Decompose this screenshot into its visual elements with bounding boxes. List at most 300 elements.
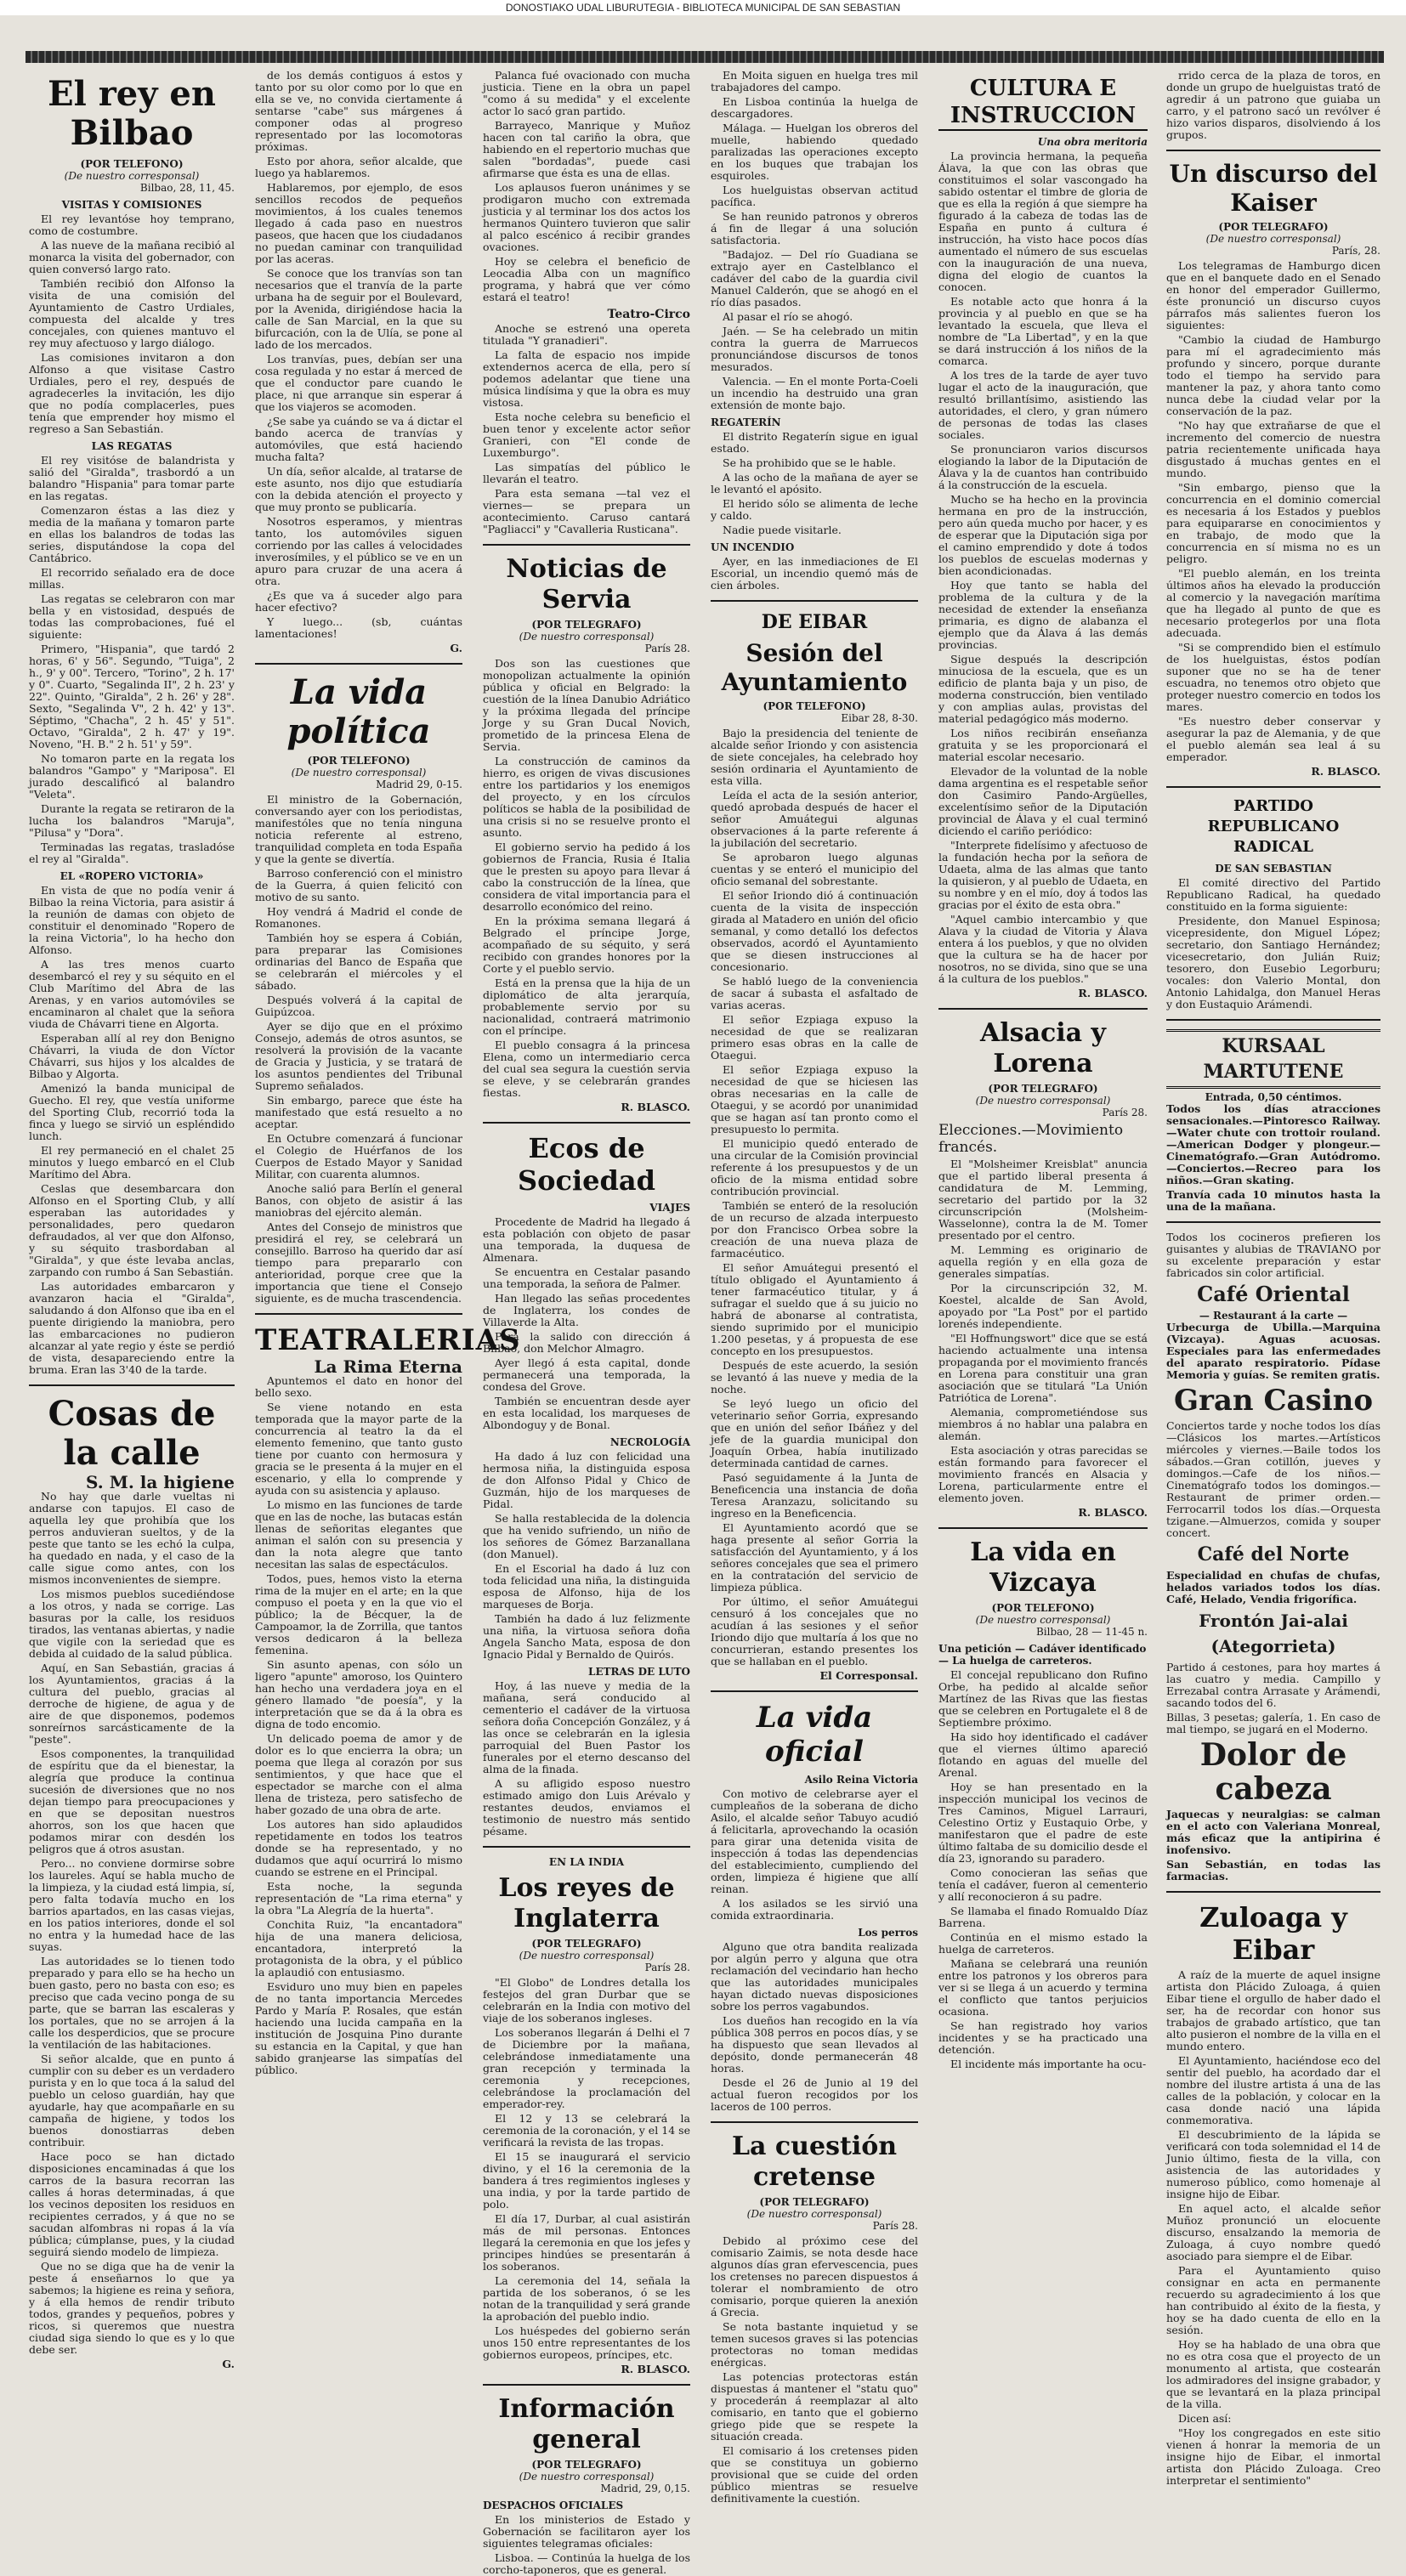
paragraph: Por la circunscripción 32, M. Koestel, alcalde de San Avold, apoyado por "La Post" por el partido lorenés independiente. <box>938 1282 1148 1330</box>
signature: R. BLASCO. <box>1311 765 1380 778</box>
ad-dolor-de-cabeza <box>1166 1738 1380 1882</box>
paragraph: Jaén. — Se ha celebrado un mitin contra la guerra de Marruecos pronunciándose discursos de tonos mesurados. <box>711 325 918 373</box>
paragraph: Alguno que otra bandita realizada por algún perro y alguna que otra reclamación del vecindario han hecho que las autoridades municipales hayan dictado nuevas disposiciones sobre los perros vagabundos. <box>711 1940 918 2013</box>
paragraph: Todos, pues, hemos visto la eterna rima de la mujer en el arte; en la que compuso el poeta y en la que vio el público; la de Bécquer, la de Campoamor, la de Zorrilla, que tantos versos dedicaron á la belleza femenina. <box>255 1572 462 1656</box>
paragraph: Por último, el señor Amuátegui censuró á los concejales que no acudían á las sesiones y el señor Iriondo dijo que multaría á los que no concurrieran, estando presentes los que se hallaban en el pueblo. <box>711 1595 918 1667</box>
paragraph: Los soberanos llegarán á Delhi el 7 de Diciembre por la mañana, celebrándose inmediatamente una gran recepción y terminada la ceremonia y recepciones, celebrándose la proclamación del emperador-rey. <box>483 2026 690 2110</box>
correspondent-line: (De nuestro corresponsal) <box>291 767 427 778</box>
source-line: (POR TELEFONO) <box>80 158 184 170</box>
correspondent-line: (De nuestro corresponsal) <box>975 1614 1111 1626</box>
subheading: LAS REGATAS <box>91 440 173 452</box>
section-divider <box>938 1527 1148 1529</box>
dateline: París 28. <box>872 2220 918 2232</box>
paragraph: Aquí, en San Sebastián, gracias á los Ayuntamientos, gracias á la cultura del pueblo, gracias al derroche de higiene, de agua y de aire de que disponemos, podemos sonreírnos sarcásticamente de la "peste". <box>29 1662 235 1746</box>
correspondent-line: (De nuestro corresponsal) <box>746 2208 882 2220</box>
column-3 <box>483 69 690 2576</box>
paragraph: Continúa en el mismo estado la huelga de carreteros. <box>938 1931 1148 1956</box>
signature: R. BLASCO. <box>1078 1506 1148 1519</box>
paragraph: El señor Amuátegui presentó el título obligado el Ayuntamiento á tener farmacéutico titular, y á sufragar el sueldo que á su juicio no habrá de abonarse al contratista, siendo suprimido por el municipio 1.200 pesetas, y á propuesta de ese concepto en los presupuestos. <box>711 1261 918 1357</box>
paragraph: M. Lemming es originario de aquella región y en ella goza de generales simpatías. <box>938 1243 1148 1280</box>
paragraph: "Aquel cambio intercambio y que Alava y la ciudad de Vitoria y Álava entera á los pueblos, y que no olviden que la cultura se ha de hacer por nosotros, no se divida, sino que se una á la cultura de los pueblos." <box>938 913 1148 985</box>
signature: El Corresponsal. <box>819 1669 918 1682</box>
paragraph: Las simpatías del público le llevarán el teatro. <box>483 461 690 485</box>
section-divider <box>29 1384 235 1386</box>
ad-body: Todos los cocineros prefieren los guisantes y alubias de TRAVIANO por su excelente preparación y estar fabricados sin color artificial. <box>1166 1231 1380 1279</box>
paragraph: Hoy que tanto se habla del problema de la cultura y de la necesidad de extender la enseñanza primaria, es digno de alabanza el ejemplo que da Álava á las demás provincias. <box>938 579 1148 651</box>
section-divider <box>483 2384 690 2386</box>
paragraph: El rey permaneció en el chalet 25 minutos y luego embarcó en el Club Marítimo del Abra. <box>29 1144 235 1180</box>
paragraph: El "Molsheimer Kreisblat" anuncia que el partido liberal presenta á candidatura de M. Lemming, secretario del partido por la 32 circunscripción (Molsheim-Wasselonne), contra la de M. Tomer presentado por el centro. <box>938 1158 1148 1242</box>
paragraph: Mucho se ha hecho en la provincia hermana en pro de la instrucción, pero aún queda mucho por hacer, y es de esperar que la Diputación siga por el camino emprendido y dote á todos los pueblos de escuelas modernas y bien acondicionadas. <box>938 493 1148 577</box>
paragraph: El Ayuntamiento, haciéndose eco del sentir del pueblo, ha acordado dar el nombre del ilustre artista á una de las calles de la población, y colocar en la casa donde nació una lápida conmemorativa. <box>1166 2054 1380 2126</box>
paragraph: Esviduro uno muy bien en papeles de no tanta importancia Mercedes Pardo y María P. Rosales, que están haciendo una lucida campaña en la institución de Josquina Pino durante su estancia en la Capital, y que han sabido granjearse las simpatías del público. <box>255 1980 462 2076</box>
paragraph: Palanca fué ovacionado con mucha justicia. Tiene en la obra un papel "como á su medida" y el excelente actor lo sacó gran partido. <box>483 69 690 117</box>
paragraph: Hoy se celebra el beneficio de Leocadia Alba con un magnífico programa, y habrá que ver cómo estará el teatro! <box>483 255 690 303</box>
paragraph: Hoy se han presentado en la inspección municipal los vecinos de Tres Caminos, Miguel Larrauri, Celestino Ortiz y Eustaquio Orbe, y manifestaron que el padre de este último faltaba de su domicilio desde el día 23, ignorando su paradero. <box>938 1781 1148 1865</box>
paragraph: La falta de espacio nos impide extendernos acerca de ella, pero sí podemos adelantar que tiene una música lindísima y que la obra es muy vistosa. <box>483 348 690 409</box>
source-line: (POR TELEFONO) <box>763 700 866 712</box>
paragraph: También se encuentran desde ayer en esta localidad, los marqueses de Albondoguy y de Bonal. <box>483 1395 690 1431</box>
paragraph: Elevador de la voluntad de la noble dama argentina es el respetable señor don Casimiro Pando-Argüelles, excelentísimo señor de la Diputación provincial de Álava y el cual terminó diciendo el cariño periódico: <box>938 765 1148 837</box>
ad-body: San Sebastián, en todas las farmacias. <box>1166 1858 1380 1882</box>
section-divider <box>711 2121 918 2123</box>
paragraph: Han llegado las señas procedentes de Inglaterra, los condes de Villaverde la Alta. <box>483 1292 690 1328</box>
paragraph: El ministro de la Gobernación, conversando ayer con los periodistas, manifestóles que no tenía ninguna noticia referente al estreno, tranquilidad completa en toda España y que la gente se divertía. <box>255 793 462 865</box>
paragraph: Se encuentra en Cestalar pasando una temporada, la señora de Palmer. <box>483 1265 690 1290</box>
subheading: DESPACHOS OFICIALES <box>483 2500 624 2511</box>
paragraph: ¿Se sabe ya cuándo se va á dictar el bando acerca de tranvías y automóviles, que está haciendo mucha falta? <box>255 415 462 463</box>
column-6 <box>1166 69 1380 2487</box>
ad-fronton-jai-alai <box>1166 1608 1380 1735</box>
paragraph: Pasó seguidamente á la Junta de Beneficencia una instancia de doña Teresa Aranzazu, solicitando su ingreso en la Beneficencia. <box>711 1471 918 1520</box>
headline-los-reyes-de-inglaterra: Los reyes de Inglaterra <box>498 1873 675 1933</box>
column-2 <box>255 69 521 2076</box>
paragraph: Con motivo de celebrarse ayer el cumpleaños de la soberana de dicho Asilo, el alcalde señor Tabuyo acudió á felicitarla, aprovechando la ocasión para girar una detenida visita de inspección á todas las dependencias del establecimiento, cumpliendo del orden, limpieza é higiene que allí reinan. <box>711 1787 918 1895</box>
paragraph: Se conoce que los tranvías son tan necesarios que el tranvía de la parte urbana ha de seguir por el Boulevard, por la Avenida, dirigiéndose hacia la calle de San Marcial, en la que su bifurcación, con la de Ulía, se pone al lado de los mercados. <box>255 267 462 351</box>
section-divider <box>255 1313 462 1315</box>
paragraph: rrido cerca de la plaza de toros, en donde un grupo de huelguistas trató de agredir á un patrono que guiaba un carro, y el patrono sacó un revólver é hizo varios disparos, disolviendo á los grupos. <box>1166 69 1380 141</box>
paragraph: Pero... no conviene dormirse sobre los laureles. Aquí se habla mucho de la limpieza, y la ciudad está limpia, sí, pero falta todavía mucho en los barrios apartados, en las casas viejas, en los patios interiores, donde el sol no entra y la humedad hace de las suyas. <box>29 1857 235 1953</box>
section-divider <box>483 1122 690 1124</box>
masthead-rule <box>26 51 1384 63</box>
paragraph: Si señor alcalde, que en punto á cumplir con su deber es un verdadero purista y en lo que toca á la salud del pueblo un celoso guardián, hay que ayudarle, hay que acompañarle en su campaña de higiene, y todos los buenos donostiarras deben contribuir. <box>29 2052 235 2149</box>
dateline: Bilbao, 28 — 11-45 n. <box>1035 1626 1148 1638</box>
dateline: Madrid, 29, 0,15. <box>600 2483 690 2494</box>
ad-gran-casino <box>1166 1384 1380 1539</box>
paragraph: Bajo la presidencia del teniente de alcalde señor Iriondo y con asistencia de siete concejales, ha celebrado hoy sesión ordinaria el Ayuntamiento de esta villa. <box>711 727 918 787</box>
paragraph: Después volverá á la capital de Guipúzcoa. <box>255 994 462 1018</box>
paragraph: El recorrido señalado era de doce millas. <box>29 566 235 591</box>
paragraph: Se han registrado hoy varios incidentes y se ha practicado una detención. <box>938 2019 1148 2056</box>
dateline: París 28. <box>644 1962 690 1973</box>
source-line: (POR TELEGRAFO) <box>759 2196 870 2208</box>
byline: La Rima Eterna <box>314 1356 462 1377</box>
paragraph: Las regatas se celebraron con mar bella y en vistosidad, después de todas las comprobaciones, fué el siguiente: <box>29 592 235 641</box>
paragraph: Se leyó luego un oficio del veterinario señor Gorria, expresando que en unión del señor Ibáñez y del jefe de la guardia municipal don Joaquín Orbea, había inutilizado determinada cantidad de carnes. <box>711 1397 918 1469</box>
paragraph: En la próxima semana llegará á Belgrado el príncipe Jorge, acompañado de su séquito, y será recibido con grandes honores por la Corte y el pueblo servio. <box>483 914 690 975</box>
signature: G. <box>450 642 462 654</box>
source-line: (POR TELEGRAFO) <box>1218 221 1329 233</box>
paragraph: Ayer, en las inmediaciones de El Escorial, un incendio quemó más de cien árboles. <box>711 555 918 592</box>
paragraph: Amenizó la banda municipal de Guecho. El rey, que vestía uniforme del Sporting Club, recorrió toda la finca y luego se sirvió un espléndido lunch. <box>29 1082 235 1142</box>
paragraph: "El pueblo alemán, en los treinta últimos años ha elevado la producción al comercio y la navegación marítima que ha llegado al punto de que es necesario protegerlos por una flota adecuada. <box>1166 567 1380 639</box>
paragraph: Al pasar el río se ahogó. <box>723 310 853 323</box>
source-line: (POR TELEFONO) <box>991 1602 1095 1614</box>
paragraph: El concejal republicano don Rufino Orbe, ha pedido al alcalde señor Martínez de las Rivas que las fiestas que se celebren en Portugalete el 8 de Septiembre próximo. <box>938 1668 1148 1729</box>
ad-cafe-oriental <box>1166 1282 1380 1381</box>
headline-zuloaga-y-eibar: Zuloaga y Eibar <box>1199 1901 1347 1966</box>
paragraph: En Octubre comenzará á funcionar el Colegio de Huérfanos de los Cuerpos de Estado Mayor y Sanidad Militar, con cuarenta alumnos. <box>255 1132 462 1180</box>
paragraph: "El Globo" de Londres detalla los festejos del gran Durbar que se celebrarán en la India con motivo del viaje de los soberanos ingleses. <box>483 1976 690 2024</box>
paragraph: Y luego... (sb, cuántas lamentaciones! <box>255 615 462 640</box>
paragraph: Presidente, don Manuel Espinosa; vicepresidente, don Miguel López; secretario, don Santiago Hernández; vicesecretario, don Julián Ruiz; tesorero, don Eusebio Legorburu; vocales: don Valerio Montal, don Antonio Lahidalga, don Manuel Heras y don Eustaquio Arámendi. <box>1166 914 1380 1011</box>
dateline: Eibar 28, 8-30. <box>841 712 918 724</box>
section-tag: NECROLOGÍA <box>609 1436 690 1448</box>
byline: S. M. la higiene <box>86 1472 235 1492</box>
paragraph: El descubrimiento de la lápida se verificará con toda solemnidad el 14 de Junio último, fiesta de la villa, con asistencia de las autoridades y numeroso público, como homenaje al insigne hijo de Eibar. <box>1166 2128 1380 2200</box>
paragraph: Conchita Ruiz, "la encantadora" hija de una manera deliciosa, encantadora, interpretó la protagonista de la obra, y el público la aplaudió con entusiasmo. <box>255 1918 462 1979</box>
paragraph: Los niños recibirán enseñanza gratuita y se les proporcionará el material escolar necesario. <box>938 727 1148 763</box>
paragraph: En los ministerios de Estado y Gobernación se facilitaron ayer los siguientes telegramas oficiales: <box>483 2513 690 2550</box>
section-divider <box>711 1690 918 1692</box>
paragraph: Las potencias protectoras están dispuestas á mantener el "statu quo" y procederán á reemplazar al alto comisario, en tanto que el gobierno griego pide que se respete la situación creada. <box>711 2370 918 2443</box>
ad-title: Gran Casino <box>1173 1384 1374 1418</box>
paragraph: A las tres menos cuarto desembarcó el rey y su séquito en el Club Marítimo del Abra de las Arenas, y en varios automóviles se encaminaron al chalet que la señora viuda de Chávarri tiene en Algorta. <box>29 958 235 1030</box>
paragraph: Nosotros esperamos, y mientras tanto, los automóviles siguen corriendo por las calles á velocidades inverosímiles, y el público se ve en un apuro para cruzar de una acera á otra. <box>255 515 462 587</box>
paragraph: Málaga. — Huelgan los obreros del muelle, habiendo quedado paralizadas las operaciones excepto en los buques que trabajan los esquiroles. <box>711 122 918 182</box>
headline-de-eibar: DE EIBAR <box>761 611 868 633</box>
section-divider <box>1166 1891 1380 1893</box>
section-divider <box>1166 1019 1380 1021</box>
paragraph: En vista de que no podía venir á Bilbao la reina Victoria, para asistir á la reunión de damas con objeto de constituir el denominado "Ropero de la reina Victoria", lo ha hecho don Alfonso. <box>29 884 235 956</box>
ad-body: Especialidad en chufas de chufas, helados variados todos los días. Café, Helado, Vendia frigorífica. <box>1166 1569 1380 1605</box>
paragraph: El Ayuntamiento acordó que se haga presente al señor Gorria la satisfacción del Ayuntamiento, y á los señores concejales que sea el primero en la contratación del servicio de limpieza pública. <box>711 1521 918 1594</box>
paragraph: Barroso conferenció con el ministro de la Guerra, á quien felicitó con motivo de su santo. <box>255 867 462 903</box>
paragraph: Lisboa. — Continúa la huelga de los corcho-taponeros, que es general. <box>483 2551 690 2576</box>
ad-body: Conciertos tarde y noche todos los días —Clásicos los martes.—Artísticos miércoles y viernes.—Baile todos los sábados.—Gran cotillón, jueves y domingos.—Cafe de los niños.—Cinematógrafo todos los domingos.—Restaurant de primer orden.—Ferrocarril todos los días.—Orquesta tzigane.—Almuerzos, comida y souper concert. <box>1166 1419 1380 1539</box>
section-divider <box>1166 786 1380 788</box>
library-watermark-banner: DONOSTIAKO UDAL LIBURUTEGIA - BIBLIOTECA MUNICIPAL DE SAN SEBASTIAN <box>0 0 1406 15</box>
paragraph: "Cambio la ciudad de Hamburgo para mí el agradecimiento más profundo y sincero, porque durante todo el tiempo ha servido para mantener la paz, y ahora tanto como nunca debe la ciudad velar por la conservación de la paz. <box>1166 333 1380 417</box>
subheading: DE SAN SEBASTIAN <box>1215 863 1332 875</box>
paragraph: El señor Iriondo dió á continuación cuenta de la visita de inspección girada al Matadero en unión del oficio semanal, y como detalló los defectos observados, acordó el Ayuntamiento que se diesen instrucciones al concesionario. <box>711 889 918 973</box>
paragraph: Las comisiones invitaron a don Alfonso a que visitase Castro Urdiales, pero el rey, después de agradecerles la invitación, les dijo que no podía complacerles, pues tenía que emprender hoy mismo el regreso a San Sebastián. <box>29 351 235 435</box>
paragraph: Durante la regata se retiraron de la lucha los balandros "Maruja", "Pilusa" y "Dora". <box>29 802 235 839</box>
ad-body: Urbecurga de Ubilla.—Marquina (Vizcaya). Aguas acuosas. Especiales para las enfermedades del aparato respiratorio. Pídase Memoria y guías. Se remiten gratis. <box>1166 1321 1380 1381</box>
headline-teatralerias: TEATRALERIAS <box>255 1323 521 1357</box>
paragraph: Las autoridades se lo tienen todo preparado y para ello se ha hecho un buen gasto, pero no basta con eso; es preciso que cada vecino ponga de su parte, que se barran las escaleras y los portales, que no se arrojen á la calle los desperdicios, que se procure la ventilación de las habitaciones. <box>29 1955 235 2051</box>
paragraph: A las ocho de la mañana de ayer se le levantó el apósito. <box>711 471 918 495</box>
paragraph: Hace poco se han dictado disposiciones encaminadas á que los carros de la basura recorran las calles á horas determinadas, á que los vecinos depositen los residuos en recipientes cerrados, y á que no se sacudan alfombras ni ropas á la vía pública; cúmplanse, pues, y la ciudad seguirá siendo modelo de limpieza. <box>29 2150 235 2258</box>
paragraph: Se llamaba el finado Romualdo Díaz Barrena. <box>938 1905 1148 1929</box>
dateline: París 28. <box>1102 1107 1148 1118</box>
paragraph: También ha dado á luz felizmente una niña, la virtuosa señora doña Angela Sancho Mata, esposa de don Ignacio Pidal y Bernaldo de Quirós. <box>483 1612 690 1661</box>
paragraph: Se aprobaron luego algunas cuentas y se enteró el municipio del oficio semanal del sobrestante. <box>711 851 918 887</box>
signature: R. BLASCO. <box>621 2363 690 2375</box>
source-line: (POR TELEGRAFO) <box>988 1083 1098 1095</box>
paragraph: Ayer se dijo que en el próximo Consejo, además de otros asuntos, se resolverá la provisión de la vacante de Gracia y Justicia, y se tratará de los asuntos pendientes del Tribunal Supremo señalados. <box>255 1020 462 1092</box>
section-divider <box>938 1008 1148 1010</box>
paragraph: Los autores han sido aplaudidos repetidamente en todos los teatros donde se ha representado, y no dudamos que aquí ocurrirá lo mismo cuando se estrene en el Principal. <box>255 1818 462 1878</box>
paragraph: Leída el acta de la sesión anterior, quedó aprobada después de hacer el señor Amuátegui algunas observaciones á la parte referente á la jubilación del secretario. <box>711 789 918 849</box>
paragraph: Se han reunido patronos y obreros á fin de llegar á una solución satisfactoria. <box>711 210 918 246</box>
paragraph: El gobierno servio ha pedido á los gobiernos de Francia, Rusia é Italia que le presten su apoyo para llevar á cabo la construcción de la línea, que considera de vital importancia para el desarrollo económico del reino. <box>483 841 690 913</box>
paragraph: En Lisboa continúa la huelga de descargadores. <box>711 95 918 120</box>
correspondent-line: (De nuestro corresponsal) <box>1205 233 1341 245</box>
ad-title: Frontón Jai-alai (Ategorrieta) <box>1199 1611 1348 1656</box>
paragraph: Se halla restablecida de la dolencia que ha venido sufriendo, un niño de los señores de Gómez Barzanallana (don Manuel). <box>483 1512 690 1560</box>
paragraph: El comité directivo del Partido Republicano Radical, ha quedado constituido en la forma siguiente: <box>1166 876 1380 913</box>
ad-title: Dolor de cabeza <box>1199 1737 1347 1807</box>
correspondent-line: (De nuestro corresponsal) <box>519 2471 655 2483</box>
paragraph: Los tranvías, pues, debían ser una cosa regulada y no estar á merced de que el conductor pare cuando le place, ni que arranque sin esperar á que los viajeros se acomoden. <box>255 353 462 413</box>
paragraph: Ceslas que desembarcara don Alfonso en el Sporting Club, y allí esperaban las autoridades y personalidades, pero quedaron defraudados, al ver que don Alfonso, y su séquito trasbordaban al "Giralda", y que éste levaba anclas, zarpando con rumbo á San Sebastián. <box>29 1182 235 1278</box>
source-line: (POR TELEGRAFO) <box>531 1938 642 1950</box>
paragraph: El herido sólo se alimenta de leche y caldo. <box>711 497 918 522</box>
paragraph: "Badajoz. — Del río Guadiana se extrajo ayer en Castelblanco el cadáver del cabo de la guardia civil Manuel Calderón, que se ahogó en el río días pasados. <box>711 248 918 309</box>
paragraph: Está en la prensa que la hija de un diplomático de alta jerarquía, probablemente servio por su nacionalidad, contraerá matrimonio con el príncipe. <box>483 977 690 1037</box>
paragraph: El pueblo consagra á la princesa Elena, como un intermediario cerca del cual sea segura la cuestión servia se eleve, y se celebrarán grandes fiestas. <box>483 1039 690 1099</box>
headline-el-rey-en-bilbao: El rey en Bilbao <box>48 74 216 153</box>
paragraph: Anoche salió para Berlín el general Banos, con objeto de asistir á las maniobras del ejército alemán. <box>255 1182 462 1219</box>
ad-body: Billas, 3 pesetas; galería, 1. En caso de mal tiempo, se jugará en el Moderno. <box>1166 1711 1380 1735</box>
ad-body: Partido á cestones, para hoy martes á las cuatro y media. Campillo y Errezabal contra Arrasate y Arámendi, sacando todos del 6. <box>1166 1661 1380 1709</box>
paragraph: A raíz de la muerte de aquel insigne artista don Plácido Zuloaga, á quien Eibar tiene el orgullo de haber dado el ser, ha de recordar con honor sus trabajos de grabado artístico, que tan alto pusieron el nombre de la villa en el mundo entero. <box>1166 1968 1380 2052</box>
section-tag: LETRAS DE LUTO <box>588 1666 690 1678</box>
ad-body: Jaquecas y neuralgias: se calman en el acto con Valeriana Monreal, más eficaz que la antipirina é inofensivo. <box>1166 1808 1380 1856</box>
paragraph: El rey visitóse de balandrista y salió del "Giralda", trasbordó a un balandro "Hispania" para tomar parte en las regatas. <box>29 454 235 502</box>
signature: G. <box>222 2358 235 2370</box>
paragraph: Los aplausos fueron unánimes y se prodigaron mucho con extremada justicia y al terminar los dos actos los hermanos Quintero tuvieron que salir al palco escénico á recibir grandes ovaciones. <box>483 181 690 253</box>
paragraph: Dicen así: <box>1178 2412 1232 2425</box>
paragraph: Esos componentes, la tranquilidad de espíritu que da el bienestar, la alegría que produce la continua sucesión de diversiones que no nos dejan tiempo para preocupaciones y en que se depositan nuestros ahorros, son los que hacen que podamos mirar con desdén los peligros que á otros asustan. <box>29 1747 235 1855</box>
paragraph: Lo mismo en las funciones de tarde que en las de noche, las butacas están llenas de señoritas elegantes que animan el salón con su presencia y dan la nota alegre que tanto necesitan las salas de espectáculos. <box>255 1498 462 1571</box>
headline-cultura-e-instruccion: CULTURA E INSTRUCCION <box>938 75 1148 131</box>
paragraph: Esto por ahora, señor alcalde, que luego ya hablaremos. <box>255 155 462 179</box>
paragraph: El señor Ezpiaga expuso la necesidad de que se realizaran primero esas obras en la calle de Otaegui. <box>711 1013 918 1062</box>
subheading: Asilo Reina Victoria <box>804 1774 918 1786</box>
paragraph: El municipio quedó enterado de una circular de la Comisión provincial referente á los presupuestos y de un oficio de la misma entidad sobre contribución provincial. <box>711 1137 918 1197</box>
section-divider <box>1166 150 1380 151</box>
paragraph: También recibió don Alfonso la visita de una comisión del Ayuntamiento de Castro Urdiales, compuesta del alcalde y tres concejales, con quienes mantuvo el rey muy afectuoso y largo diálogo. <box>29 277 235 349</box>
paragraph: A su afligido esposo nuestro estimado amigo don Luis Arévalo y restantes deudos, enviamos el testimonio de nuestro más sentido pésame. <box>483 1777 690 1837</box>
ad-subtitle: — Restaurant á la carte — <box>1199 1310 1348 1322</box>
correspondent-line: (De nuestro corresponsal) <box>519 1950 655 1962</box>
section-tag: VIAJES <box>649 1202 690 1214</box>
paragraph: "No hay que extrañarse de que el incremento del comercio de nuestra patria recientemente unificada haya disgustado á muchas gentes en el mundo. <box>1166 419 1380 479</box>
paragraph: Sigue después la descripción minuciosa de la escuela, que es un edificio de planta baja y un piso, de moderna construcción, bien ventilado y con amplias aulas, provistas del material pedagógico más moderno. <box>938 653 1148 725</box>
headline-la-vida-en-vizcaya: La vida en Vizcaya <box>970 1537 1116 1598</box>
paragraph: Se ha prohibido que se le hable. <box>723 456 896 469</box>
column-5 <box>938 70 1148 2070</box>
paragraph: El 12 y 13 se celebrará la ceremonia de la coronación, y el 14 se verificará la revista de las tropas. <box>483 2112 690 2149</box>
regatta-results: Primero, "Hispania", que tardó 2 horas, 6' y 56". Segundo, "Tuiga", 2 h., 9' y 00". Tercero, "Torino", 2 h. 17' y 0". Cuarto, "Segalinda II", 2 h. 23' y 22". Quinto, "Giralda", 2 h. 26' y 28". Sexto, "Segalinda V", 2 h. 42' y 13". Séptimo, "Chacha", 2 h. 45' y 51". Octavo, "Giralda", 2 h. 47' y 19". Noveno, "H. B." 2 h. 51' y 59". <box>29 643 235 750</box>
paragraph: Barrayeco, Manrique y Muñoz hacen con tal cariño la obra, que habiendo en el repertorio muchas que salen "bordadas", puede casi afirmarse que ésta es una de ellas. <box>483 119 690 179</box>
subheading: VISITAS Y COMISIONES <box>61 199 202 211</box>
correspondent-line: (De nuestro corresponsal) <box>519 631 655 643</box>
paragraph: Para el Ayuntamiento quiso consignar en acta en permanente recuerdo su agradecimiento á los que han contribuido al éxito de la fiesta, y hoy se ha dado cuenta de ello en la sesión. <box>1166 2264 1380 2336</box>
dateline: París, 28. <box>1331 245 1380 257</box>
paragraph: Terminadas las regatas, trasladóse el rey al "Giralda". <box>29 841 235 865</box>
paragraph: Procedente de Madrid ha llegado á esta población con objeto de pasar una temporada, la duquesa de Almenara. <box>483 1215 690 1264</box>
headline-ecos-de-sociedad: Ecos de Sociedad <box>518 1132 655 1197</box>
paragraph: Apuntemos el dato en honor del bello sexo. <box>255 1374 462 1399</box>
paragraph: El rey levantóse hoy temprano, como de costumbre. <box>29 212 235 237</box>
section-divider <box>711 600 918 602</box>
paragraph: No tomaron parte en la regata los balandros "Gampo" y "Mariposa". El jurado descalificó al balandro "Veleta". <box>29 752 235 801</box>
subheading: EL «ROPERO VICTORIA» <box>60 870 204 882</box>
paragraph: Para esta semana —tal vez el viernes— se prepara un acontecimiento. Caruso cantará "Pagliacci" y "Cavalleria Rusticana". <box>483 487 690 535</box>
correspondent-line: (De nuestro corresponsal) <box>975 1095 1111 1107</box>
paragraph: "El Hoffnungswort" dice que se está haciendo actualmente una intensa propaganda por el movimiento francés en Lorena para constituir una gran asociación que se titulará "La Unión Patriótica de Lorena". <box>938 1332 1148 1404</box>
headline-alsacia-y-lorena: Alsacia y Lorena <box>980 1018 1106 1079</box>
source-line: (POR TELEGRAFO) <box>531 619 642 631</box>
paragraph: Se pronunciaron varios discursos elogiando la labor de la Diputación de Álava y la de cuantos han contribuido á la construcción de la escuela. <box>938 443 1148 491</box>
paragraph: Nadie puede visitarle. <box>723 524 842 536</box>
paragraph: Un delicado poema de amor y de dolor es lo que encierra la obra; un poema que llega al corazón por sus sentimientos, y que hace que el espectador se marche con el alma llena de tristeza, pero satisfecho de haber gozado de una obra de arte. <box>255 1732 462 1816</box>
ad-subtitle: Entrada, 0,50 céntimos. <box>1205 1091 1342 1103</box>
paragraph: El distrito Regaterín sigue en igual estado. <box>711 430 918 455</box>
paragraph: Sin asunto apenas, con sólo un ligero "apunte" amoroso, los Quintero han hecho una verdadera joya en el género llamado "de poesía", y la interpretación que se da á la obra es digna de todo encomio. <box>255 1658 462 1730</box>
lead-line: Elecciones.—Movimiento francés. <box>938 1122 1124 1156</box>
paragraph: Anoche se estrenó una opereta titulada "Y granadieri". <box>483 322 690 347</box>
paragraph: "Sin embargo, pienso que la concurrencia en el dominio comercial es necesaria á los Estados y pueblos para equipararse en conocimientos y en trabajo, de modo que la concurrencia en sí misma no es un peligro. <box>1166 481 1380 565</box>
paragraph: En Moita siguen en huelga tres mil trabajadores del campo. <box>711 69 918 93</box>
paragraph: Es notable acto que honra á la provincia y al pueblo en que se ha levantado la escuela, que lleva el nombre de "La Libertad", y en la que se dará instrucción á los niños de la comarca. <box>938 295 1148 367</box>
signature: R. BLASCO. <box>621 1101 690 1113</box>
paragraph: En aquel acto, el alcalde señor Muñoz pronunció un elocuente discurso, ensalzando la memoria de Zuloaga, á cuyo nombre quedó asociado para siempre el de Eibar. <box>1166 2202 1380 2262</box>
paragraph: Ayer llegó á esta capital, donde permanecerá una temporada, la condesa del Grove. <box>483 1356 690 1393</box>
ad-traviano <box>1166 1231 1380 1279</box>
paragraph: A los asilados se les sirvió una comida extraordinaria. <box>711 1897 918 1922</box>
paragraph: Los telegramas de Hamburgo dicen que en el banquete dado en el Senado en honor del emperador Guillermo, éste pronunció un discurso cuyos párrafos más salientes fueron los siguientes: <box>1166 259 1380 331</box>
paragraph: Después de este acuerdo, la sesión se levantó á las nueve y media de la noche. <box>711 1359 918 1396</box>
paragraph: Ha dado á luz con felicidad una hermosa niña, la distinguida esposa de don Alfonso Pidal y Chico de Guzmán, hijo de los marqueses de Pidal. <box>483 1450 690 1510</box>
paragraph: "Hoy los congregados en este sitio vienen á honrar la memoria de un insigne hijo de Eibar, el inmortal artista don Plácido Zuloaga. Creo interpretar el sentimiento" <box>1166 2426 1380 2487</box>
paragraph: También hoy se espera á Cobián, para preparar las Comisiones ordinarias del Banco de España que se celebrarán el miércoles y el sábado. <box>255 931 462 992</box>
headline-un-discurso-del-kaiser: Un discurso del Kaiser <box>1169 160 1378 217</box>
subheading: Una obra meritoria <box>1037 136 1148 148</box>
section-divider <box>483 544 690 546</box>
paragraph: Los huéspedes del gobierno serán unos 150 entre representantes de los gobiernos europeos, príncipes, etc. <box>483 2324 690 2361</box>
paragraph: En el Escorial ha dado á luz con toda felicidad una niña, la distinguida esposa de Alfonso, hija de los marqueses de Borja. <box>483 1562 690 1611</box>
subheading: Una petición — Cadáver identificado — La huelga de carreteros. <box>938 1643 1147 1667</box>
paragraph: Hoy vendrá á Madrid el conde de Romanones. <box>255 905 462 930</box>
paragraph: Los mismos pueblos sucediéndose a los otros, y nada se corrige. Las basuras por la calle, los residuos tirados, las ventanas abiertas, y nadie que vigile con la seriedad que es debida al cuidado de la salud pública. <box>29 1588 235 1660</box>
paragraph: Sin embargo, parece que éste ha manifestado que está resuelto a no aceptar. <box>255 1094 462 1130</box>
section-divider <box>1166 1221 1380 1223</box>
paragraph: de los demás contiguos á estos y tanto por su olor como por lo que en ella se ve, no convida ciertamente á sentarse "cabe" sus márgenes á componer odas al progreso representado por las locomotoras próximas. <box>255 69 462 153</box>
paragraph: Ha sido hoy identificado el cadáver que el viernes último apareció flotando en aguas del muelle del Arenal. <box>938 1730 1148 1779</box>
paragraph: Mañana se celebrará una reunión entre los patronos y los obreros para ver si se llega á un acuerdo y termina el conflicto que tantos perjuicios ocasiona. <box>938 1957 1148 2018</box>
paragraph: La construcción de caminos da hierro, es origen de vivas discusiones entre los partidarios y los enemigos del proyecto, y en los círculos políticos se habla de la posibilidad de una crisis si no se resuelve pronto el asunto. <box>483 755 690 839</box>
paragraph: Para la salido con dirección á Bilbao, don Melchor Almagro. <box>483 1330 690 1355</box>
paragraph: La ceremonia del 14, señala la partida de los soberanos, ó se les notan de la tranquilidad y será grande la aprobación del pueblo indio. <box>483 2274 690 2323</box>
paragraph: A las nueve de la mañana recibió al monarca la visita del gobernador, con quien conversó largo rato. <box>29 239 235 275</box>
paragraph: Se habló luego de la conveniencia de sacar á subasta el asfaltado de varias aceras. <box>711 975 918 1011</box>
paragraph: La provincia hermana, la pequeña Álava, la que con las obras que constituimos el solar vascongado ha sabido ostentar el timbre de gloria de que es ella la región á que siempre ha figurado á la cabeza de todas las de España en punto á cultura é instrucción, ha visto hace pocos días aumentado el número de sus escuelas con la inauguración de una nueva, digna del elogio de cuantos la conocen. <box>938 150 1148 293</box>
section-divider <box>483 1846 690 1848</box>
headline-noticias-de-servia: Noticias de Servia <box>506 554 667 614</box>
paragraph: Los dueños han recogido en la vía pública 308 perros en pocos días, y se ha dispuesto que sean llevados al depósito, donde permanecerán 48 horas. <box>711 2014 918 2075</box>
headline-informacion-general: Información general <box>498 2394 675 2454</box>
paragraph: Los huelguistas observan actitud pacífica. <box>711 184 918 208</box>
paragraph: El día 17, Durbar, al cual asistirán más de mil personas. Entonces llegará la ceremonia en que los jefes y principes hindúes se presentarán á los soberanos. <box>483 2212 690 2273</box>
paragraph: Desde el 26 de Junio al 19 del actual fueron recogidos por los laceros de 100 perros. <box>711 2076 918 2113</box>
source-line: (POR TELEGRAFO) <box>531 2459 642 2471</box>
ad-title: KURSAAL MARTUTENE <box>1166 1029 1380 1089</box>
paragraph: Se viene notando en esta temporada que la mayor parte de la concurrencia al teatro la da el elemento femenino, que tanto gusto tiene por cuanto con hermosura y gracia se le presenta á la mujer en el escenario, y ella lo comprende y ayuda con su asistencia y aplauso. <box>255 1401 462 1497</box>
paragraph: Hablaremos, por ejemplo, de esos sencillos recodos de pequeños movimientos, á los cuales tenemos llegado á cada paso en nuestros paseos, que hacen que los ciudadanos no puedan caminar con tranquilidad por las aceras. <box>255 181 462 265</box>
correspondent-line: (De nuestro corresponsal) <box>64 170 200 182</box>
ad-cafe-del-norte <box>1166 1542 1380 1605</box>
ad-title: Café Oriental <box>1197 1282 1350 1306</box>
subheading: REGATERÍN <box>711 416 781 428</box>
paragraph: Comenzaron éstas a las diez y media de la mañana y tomaron parte en ellas los balandros de todas las series, disputándose la copa del Cantábrico. <box>29 504 235 564</box>
paragraph: "Es nuestro deber conservar y asegurar la paz de Alemania, y de que el pueblo alemán sea leal á su emperador. <box>1166 715 1380 763</box>
paragraph: A los tres de la tarde de ayer tuvo lugar el acto de la inauguración, que resultó brillantísimo, asistiendo las autoridades, el clero, y gran número de personas de todas las clases sociales. <box>938 369 1148 441</box>
ad-title: Café del Norte <box>1197 1543 1350 1565</box>
paragraph: No hay que darle vueltas ni andarse con tapujos. El caso de aquella ley que prohibía que los perros anduvieran sueltos, y de la peste que tanto se les echó la culpa, ha quedado en nada, y el caso de la calle sigue como antes, con los mismos inconvenientes de siempre. <box>29 1490 235 1586</box>
subheading: Teatro-Circo <box>607 308 690 321</box>
paragraph: Esperaban allí al rey don Benigno Chávarri, la viuda de don Víctor Chávarri, sus hijos y los alcaldes de Bilbao y Algorta. <box>29 1032 235 1080</box>
headline-la-cuestion-cretense: La cuestión cretense <box>731 2132 898 2192</box>
headline-la-vida-politica: La vida política <box>286 672 431 751</box>
subheading: Los perros <box>858 1927 918 1939</box>
column-1 <box>29 70 235 2370</box>
dateline: Madrid 29, 0-15. <box>376 778 462 790</box>
paragraph: El señor Ezpiaga expuso la necesidad de que se hiciesen las obras necesarias en la calle de Otaegui, y se acordó por unanimidad que se hagan así tan pronto como el presupuesto lo permita. <box>711 1063 918 1135</box>
paragraph: Antes del Consejo de ministros que presidirá el rey, se celebrará un consejillo. Barroso ha querido dar así tiempo para prepararlo con anterioridad, porque cree que la importancia que tiene el Consejo siguiente, es de mucha trascendencia. <box>255 1220 462 1305</box>
paragraph: El 15 se inaugurará el servicio divino, y el 16 la ceremonia de la bandera á tres regimientos ingleses y una india, y por la tarde partido de polo. <box>483 2150 690 2211</box>
subheading: UN INCENDIO <box>711 541 795 553</box>
paragraph: "Si se comprendido bien el estímulo de los huelguistas, éstos podían suponer que no se ha de tener escuadra, no tenemos otro objeto que proteger nuestro comercio en todos los mares. <box>1166 641 1380 713</box>
kicker: EN LA INDIA <box>548 1856 625 1868</box>
dateline: París 28. <box>644 643 690 654</box>
ad-kursaal-martutene <box>1166 1029 1380 1213</box>
paragraph: Alemania, comprometiéndose sus miembros á no hablar una palabra en alemán. <box>938 1406 1148 1442</box>
paragraph: También se enteró de la resolución de un recurso de alzada interpuesto por don Francisco Orbea sobre la creación de una nueva plaza de farmacéutico. <box>711 1199 918 1260</box>
paragraph: Dos son las cuestiones que monopolizan actualmente la opinión pública y oficial en Belgrado: la cuestión de la línea Danubio Adriático y la próxima llegada del príncipe Jorge y su Gran Ducal Novich, prometido de la princesa Elena de Servia. <box>483 657 690 753</box>
section-divider <box>255 663 462 665</box>
paragraph: Se nota bastante inquietud y se temen sucesos graves si las potencias protectoras no toman medidas enérgicas. <box>711 2320 918 2369</box>
paragraph: Un día, señor alcalde, al tratarse de este asunto, nos dijo que estudiaría con la debida atención el proyecto y que muy pronto se publicaría. <box>255 465 462 513</box>
paragraph: Esta noche celebra su beneficio el buen tenor y excelente actor señor Granieri, con "El conde de Luxemburgo". <box>483 410 690 459</box>
paragraph: Esta asociación y otras parecidas se están formando para favorecer el movimiento francés en Alsacia y Lorena, particularmente entre el elemento joven. <box>938 1444 1148 1504</box>
paragraph: "Interprete fidelísimo y afectuoso de la fundación hecha por la señora de Udaeta, alma de las almas que tanto la quisieron, y al pueblo de Udaeta, en su nombre y en el mío, doy á todos las gracias por el éxito de esta obra." <box>938 839 1148 911</box>
paragraph: Esta noche, la segunda representación de "La rima eterna" y la obra "La Alegría de la huerta". <box>255 1880 462 1916</box>
paragraph: ¿Es que va á suceder algo para hacer efectivo? <box>255 589 462 614</box>
paragraph: Las autoridades embarcaron y avanzaron hacia el "Giralda", saludando á don Alfonso que iba en el puente dirigiendo la maniobra, pero las embarcaciones no pudieron alcanzar al yate regio y éste se perdió de vista, desapareciendo entre la bruma. Eran las 3'40 de la tarde. <box>29 1280 235 1376</box>
headline-partido-republicano-radical: PARTIDO REPUBLICANO RADICAL <box>1207 797 1340 856</box>
paragraph: Que no se diga que ha de venir la peste á enseñarnos lo que ya sabemos; la higiene es reina y señora, y á ella hemos de rendir tributo todos, grandes y pequeños, pobres y ricos, si queremos que nuestra ciudad siga siendo lo que es y lo que debe ser. <box>29 2260 235 2356</box>
paragraph: Hoy se ha hablado de una obra que no es otra cosa que el proyecto de un monumento al artista, que costearán los admiradores del insigne grabador, y que se levantará en la plaza principal de la villa. <box>1166 2338 1380 2410</box>
source-line: (POR TELEFONO) <box>307 755 411 767</box>
ad-body: Tranvía cada 10 minutos hasta la una de la mañana. <box>1166 1188 1380 1213</box>
signature: R. BLASCO. <box>1078 987 1148 999</box>
headline-cosas-de-la-calle: Cosas de la calle <box>48 1394 216 1473</box>
paragraph: Como conocieran las señas que tenía el cadáver, fueron al cementerio y allí reconocieron á su padre. <box>938 1866 1148 1903</box>
column-4 <box>711 69 918 2505</box>
paragraph: Debido al próximo cese del comisario Zaimis, se nota desde hace algunos días gran efervescencia, pues los cretenses no parecen dispuestos á tolerar el nombramiento de otro comisario, porque quieren la anexión á Grecia. <box>711 2234 918 2318</box>
paragraph: Hoy, á las nueve y media de la mañana, será conducido al cementerio el cadáver de la virtuosa señora doña Concepción González, y á las once se celebrarán en la iglesia parroquial del Buen Pastor los funerales por el eterno descanso del alma de la finada. <box>483 1679 690 1775</box>
dateline: Bilbao, 28, 11, 45. <box>139 182 235 194</box>
paragraph: Valencia. — En el monte Porta-Coeli un incendio ha destruido una gran extensión de monte bajo. <box>711 375 918 411</box>
headline-la-vida-oficial: La vida oficial <box>756 1701 873 1769</box>
headline-sesion-del-ayuntamiento: Sesión del Ayuntamiento <box>721 639 908 696</box>
ad-body: Todos los días atracciones sensacionales.—Pintoresco Railway.—Water chute con trottoir rouland.—American Dodger y plongeur.—Cinematógrafo.—Gran Autódromo.—Conciertos.—Recreo para los niños.—Gran skating. <box>1166 1102 1380 1186</box>
paragraph: El incidente más importante ha ocu- <box>950 2058 1147 2070</box>
